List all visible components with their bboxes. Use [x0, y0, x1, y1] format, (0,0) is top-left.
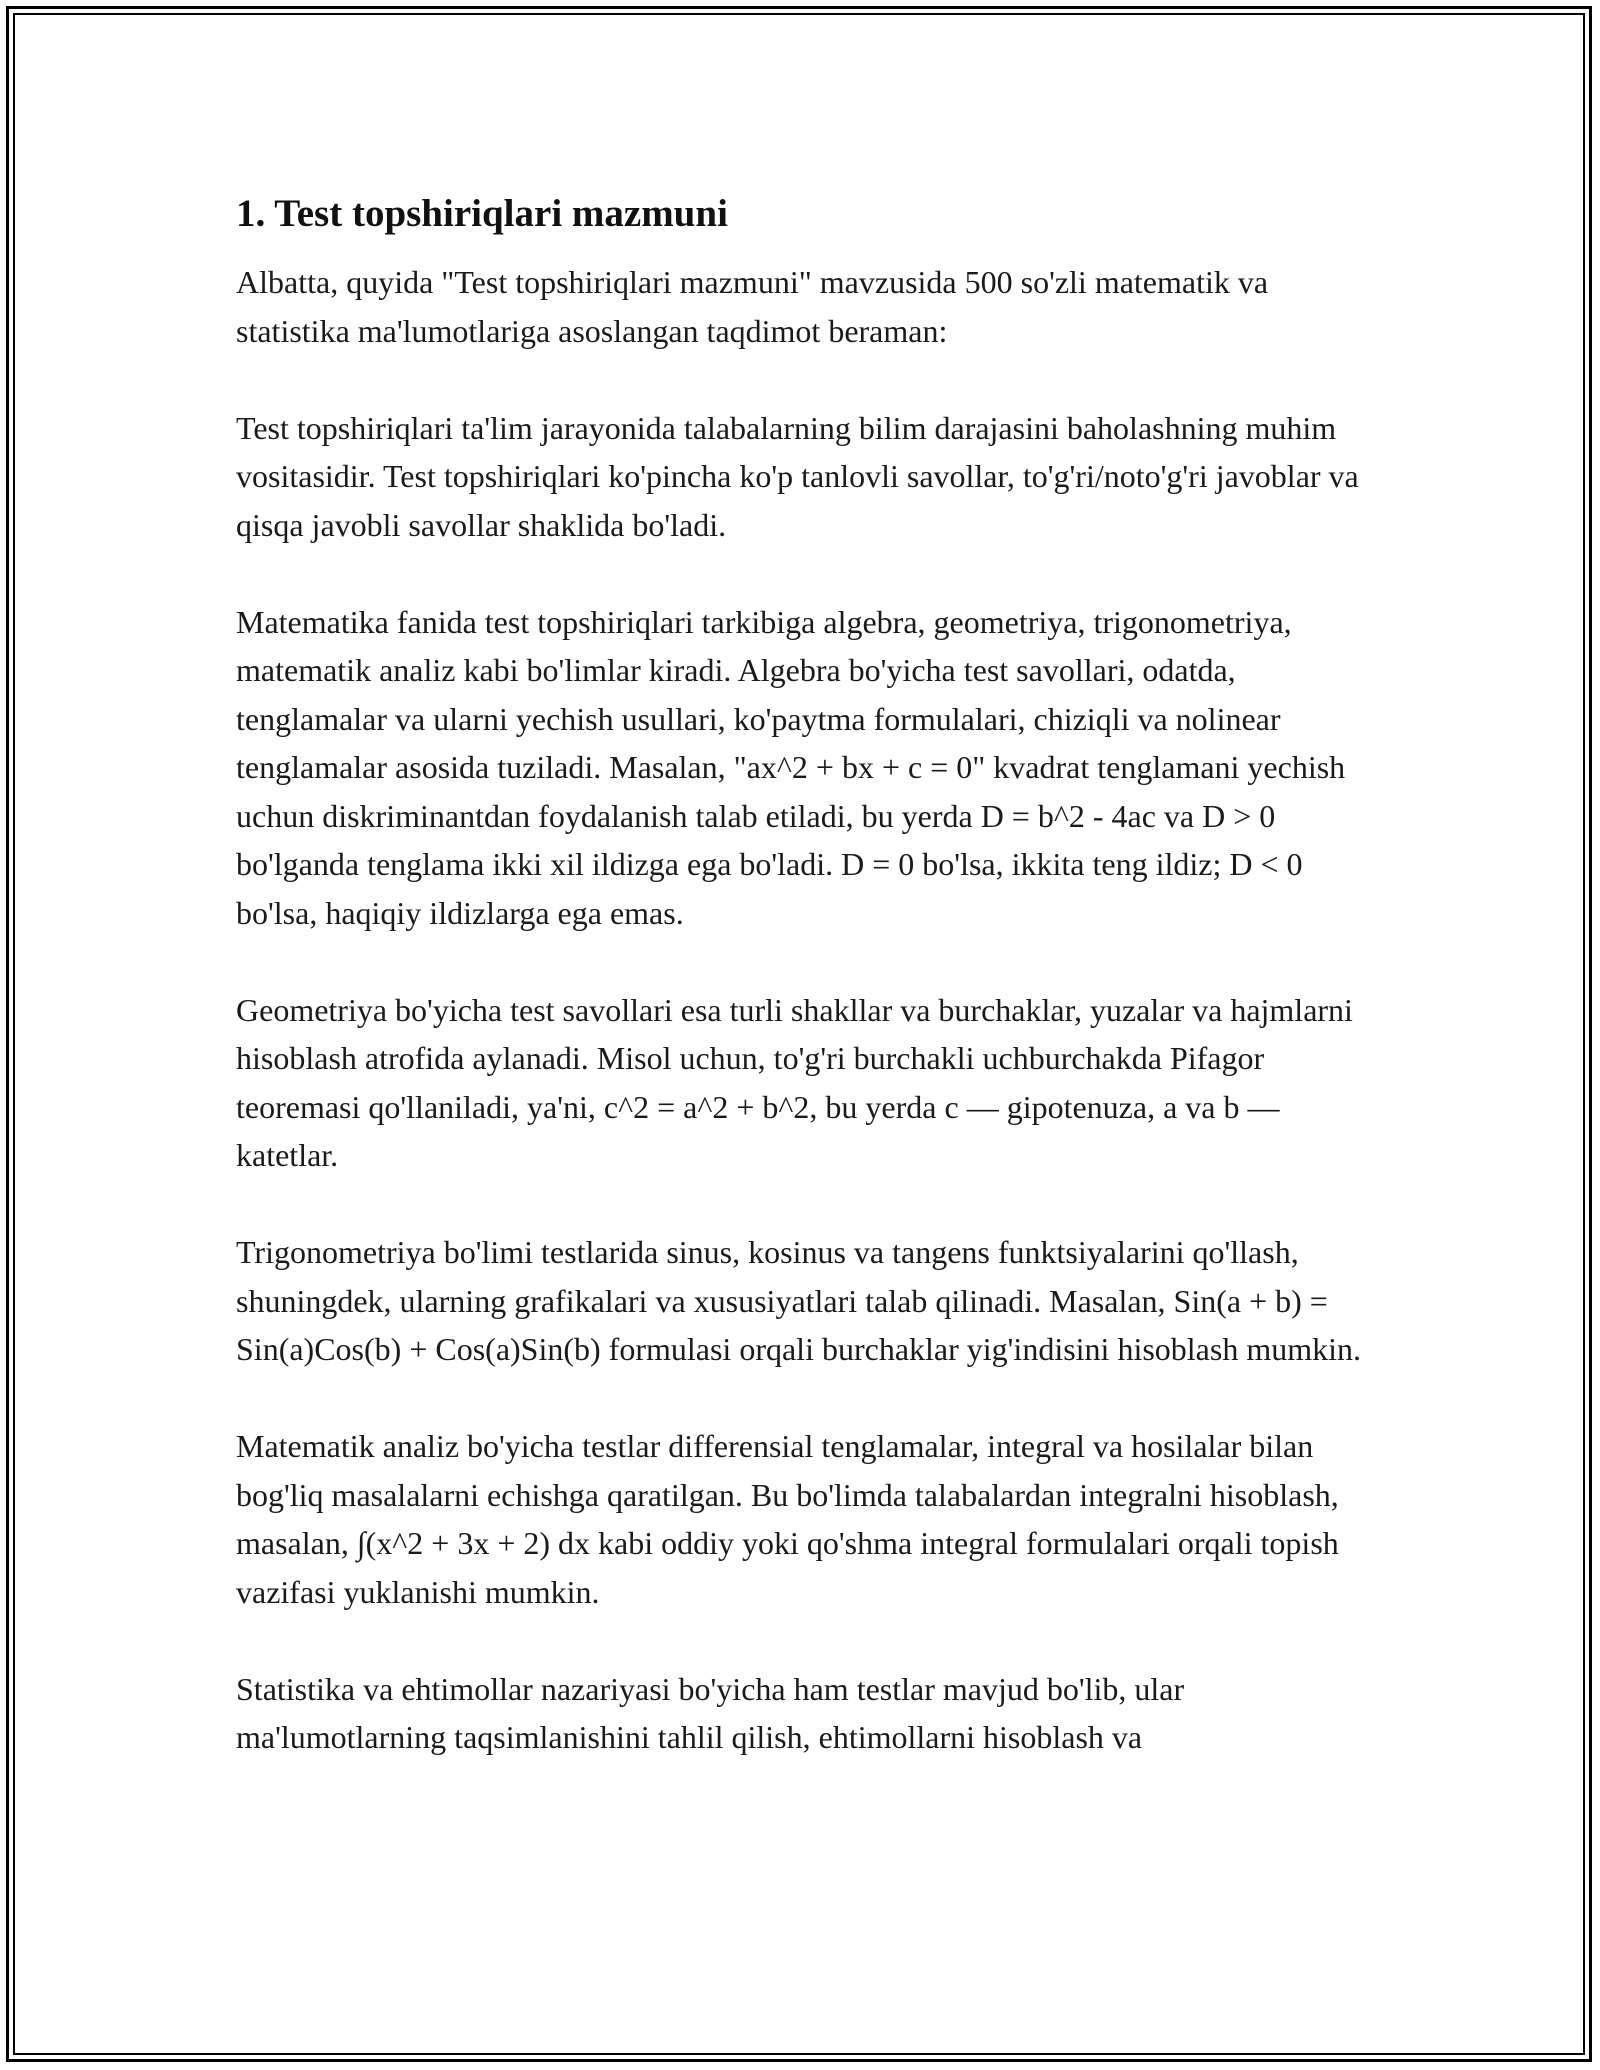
document-body	[236, 186, 1381, 1810]
paragraph-statistics: Statistika va ehtimollar nazariyasi bo'yicha ham testlar mavjud bo'lib, ular ma'lumotlarning taqsimlanishini tahlil qilish, ehtimollarni hisoblash va	[236, 1670, 1185, 1755]
page-title: 1. Test topshiriqlari mazmuni	[236, 192, 728, 235]
paragraph-geometry: Geometriya bo'yicha test savollari esa turli shakllar va burchaklar, yuzalar va hajmlarni hisoblash atrofida aylanadi. Misol uchun, to'g'ri burchakli uchburchakda Pifagor teoremasi qo'llaniladi, ya'ni, c^2 = a^2 + b^2, bu yerda c — gipotenuza, a va b — katetlar.	[236, 991, 1353, 1173]
paragraph-trigonometry: Trigonometriya bo'limi testlarida sinus, kosinus va tangens funktsiyalarini qo'llash, shuningdek, ularning grafikalari va xususiyatlari talab qilinadi. Masalan, Sin(a + b) = Sin(a)Cos(b) + Cos(a)Sin(b) formulasi orqali burchaklar yig'indisini hisoblash mumkin.	[236, 1234, 1361, 1367]
paragraph-test-tasks: Test topshiriqlari ta'lim jarayonida talabalarning bilim darajasini baholashning muhim vositasidir. Test topshiriqlari ko'pincha ko'p tanlovli savollar, to'g'ri/noto'g'ri javoblar va qisqa javobli savollar shaklida bo'ladi.	[236, 409, 1359, 543]
paragraph-analysis: Matematik analiz bo'yicha testlar differensial tenglamalar, integral va hosilalar bilan bog'liq masalalarni echishga qaratilgan. Bu bo'limda talabalardan integralni hisoblash, masalan, ∫(x^2 + 3x + 2) dx kabi oddiy yoki qo'shma integral formulalari orqali topish vazifasi yuklanishi mumkin.	[236, 1428, 1339, 1610]
paragraph-algebra: Matematika fanida test topshiriqlari tarkibiga algebra, geometriya, trigonometriya, matematik analiz kabi bo'limlar kiradi. Algebra bo'yicha test savollari, odatda, tenglamalar va ularni yechish usullari, ko'paytma formulalari, chiziqli va nolinear tenglamalar asosida tuziladi. Masalan, "ax^2 + bx + c = 0" kvadrat tenglamani yechish uchun diskriminantdan foydalanish talab etiladi, bu yerda D = b^2 - 4ac va D > 0 bo'lganda tenglama ikki xil ildizga ega bo'ladi. D = 0 bo'lsa, ikkita teng ildiz; D < 0 bo'lsa, haqiqiy ildizlarga ega emas.	[236, 603, 1346, 931]
paragraph-intro: Albatta, quyida "Test topshiriqlari mazmuni" mavzusida 500 so'zli matematik va statistika ma'lumotlariga asoslangan taqdimot beraman:	[236, 264, 1269, 349]
